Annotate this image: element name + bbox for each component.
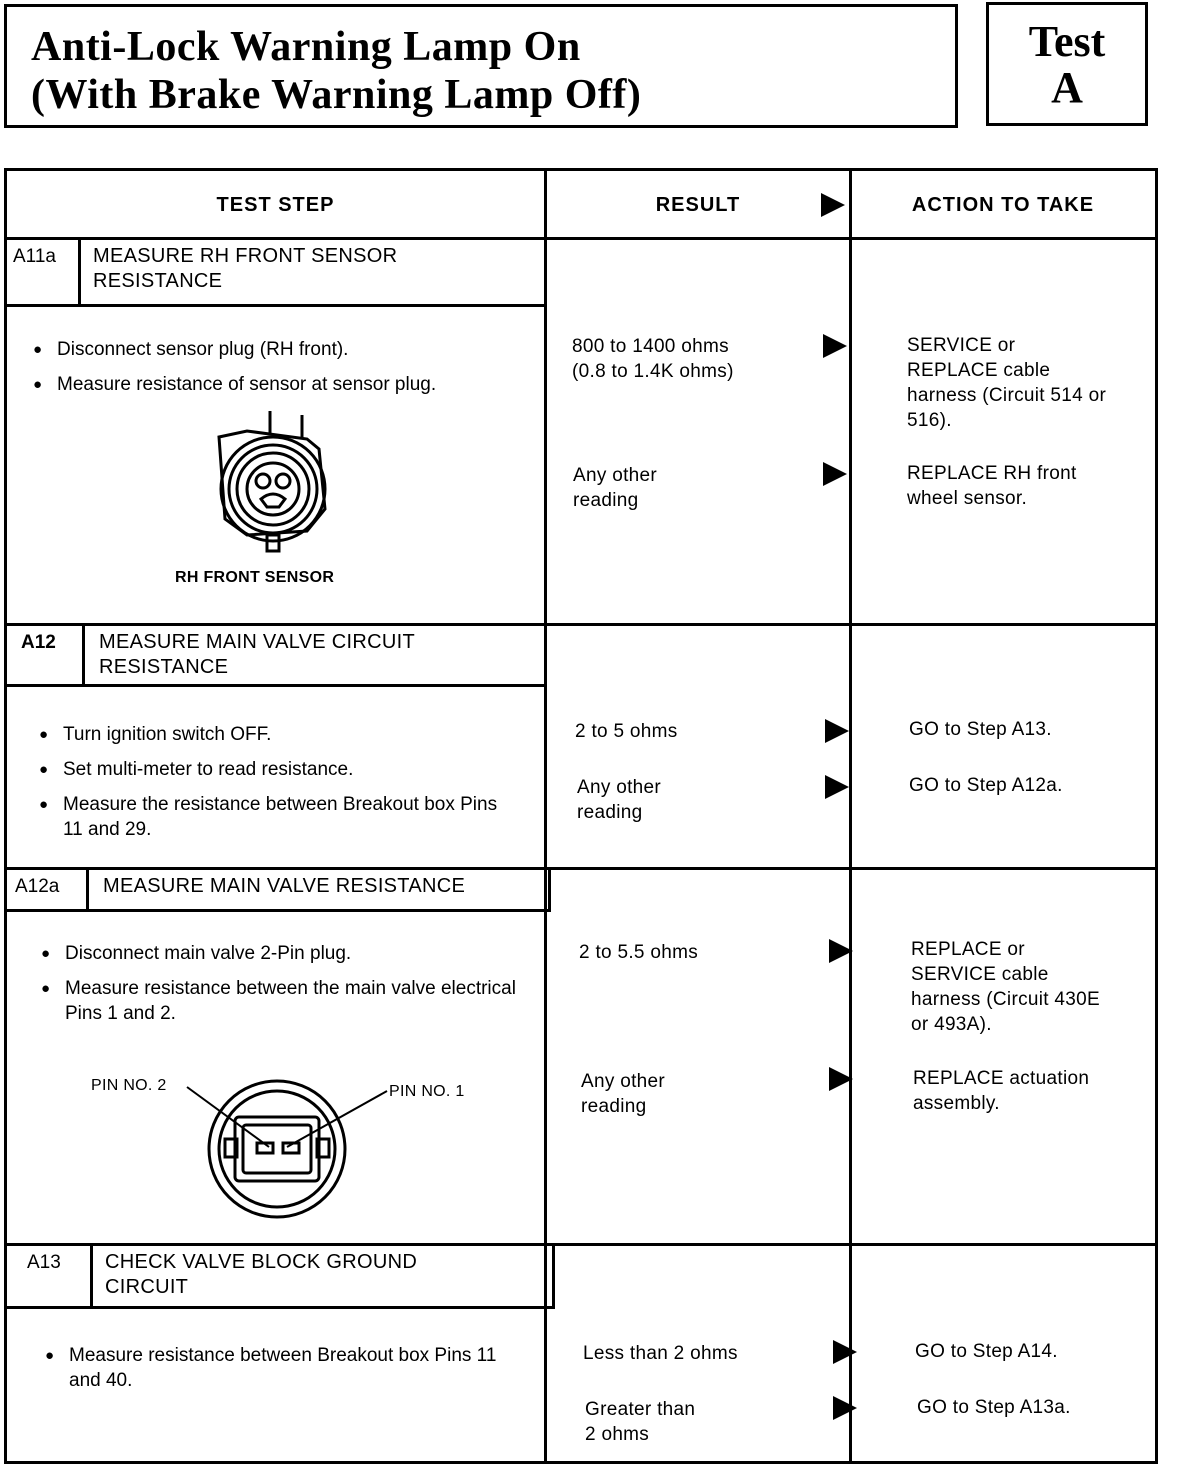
- action-a11a-2: REPLACE RH front wheel sensor.: [907, 463, 1077, 509]
- instruction-item: ● Measure resistance between the main valve electrical Pins 1 and 2.: [39, 976, 539, 1026]
- instruction-item: ● Measure the resistance between Breakout box Pins 11 and 29.: [37, 792, 517, 842]
- result-arrow-icon: [823, 334, 847, 358]
- result-arrow-icon: [825, 719, 849, 743]
- step-id: A11a: [7, 240, 81, 304]
- step-header-a13: [7, 1246, 555, 1309]
- step-title: MEASURE RH FRONT SENSOR RESISTANCE: [93, 245, 398, 292]
- test-badge-label: Test: [1028, 17, 1106, 66]
- result-a12a-2: Any other reading: [581, 1071, 666, 1117]
- result-arrow-icon: [829, 1067, 853, 1091]
- step-id: A13: [7, 1246, 93, 1306]
- test-badge-letter: A: [1051, 63, 1083, 112]
- header-arrow-icon: [821, 193, 845, 217]
- result-arrow-icon: [829, 939, 853, 963]
- step-header-a12: [7, 626, 547, 687]
- step-instructions-a11a: [31, 337, 531, 407]
- pin-1-label: PIN NO. 1: [389, 1083, 465, 1100]
- step-title: MEASURE MAIN VALVE RESISTANCE: [103, 875, 466, 897]
- test-table: [4, 168, 1158, 1464]
- result-a12-1: 2 to 5 ohms: [575, 721, 678, 742]
- action-a12a-2: REPLACE actuation assembly.: [913, 1068, 1090, 1114]
- result-arrow-icon: [833, 1396, 857, 1420]
- main-valve-plug-diagram: [177, 1071, 397, 1221]
- step-instructions-a12: [37, 722, 517, 852]
- step-title: CHECK VALVE BLOCK GROUND CIRCUIT: [105, 1251, 418, 1298]
- instruction-item: ● Measure resistance between Breakout box Pins 11 and 40.: [43, 1343, 533, 1393]
- title-box: [4, 4, 958, 128]
- title-line-1: Anti-Lock Warning Lamp On: [31, 24, 581, 70]
- action-a12-1: GO to Step A13.: [909, 719, 1052, 740]
- header-action: ACTION TO TAKE: [911, 193, 1095, 216]
- step-instructions-a12a: [39, 941, 539, 1036]
- result-a12-2: Any other reading: [577, 777, 662, 823]
- action-a12a-1: REPLACE or SERVICE cable harness (Circuit 430E or 493A).: [911, 939, 1100, 1035]
- instruction-item: ● Measure resistance of sensor at sensor plug.: [31, 372, 531, 397]
- result-a13-2: Greater than 2 ohms: [585, 1399, 696, 1445]
- action-a13-2: GO to Step A13a.: [917, 1397, 1071, 1418]
- result-arrow-icon: [823, 462, 847, 486]
- action-a12-2: GO to Step A12a.: [909, 775, 1063, 796]
- result-a13-1: Less than 2 ohms: [583, 1343, 738, 1364]
- action-a13-1: GO to Step A14.: [915, 1341, 1058, 1362]
- step-title: MEASURE MAIN VALVE CIRCUIT RESISTANCE: [99, 631, 415, 678]
- step-id: A12: [7, 626, 85, 684]
- test-badge: [986, 2, 1148, 126]
- header-result: RESULT: [655, 193, 741, 216]
- instruction-item: ● Disconnect main valve 2-Pin plug.: [39, 941, 539, 966]
- step-header-a11a: [7, 240, 547, 307]
- result-a12a-1: 2 to 5.5 ohms: [579, 942, 699, 963]
- step-id: A12a: [7, 870, 89, 909]
- header-test-step: TEST STEP: [216, 193, 335, 216]
- instruction-item: ● Set multi-meter to read resistance.: [37, 757, 517, 782]
- page-title: [31, 23, 641, 119]
- step-header-a12a: [7, 870, 551, 912]
- action-a11a-1: SERVICE or REPLACE cable harness (Circuit 514 or 516).: [907, 335, 1107, 431]
- step-instructions-a13: [43, 1343, 533, 1403]
- rh-front-sensor-diagram: [207, 409, 337, 559]
- figure-caption: RH FRONT SENSOR: [175, 569, 335, 586]
- instruction-item: ● Turn ignition switch OFF.: [37, 722, 517, 747]
- result-arrow-icon: [825, 775, 849, 799]
- instruction-item: ● Disconnect sensor plug (RH front).: [31, 337, 531, 362]
- pin-2-label: PIN NO. 2: [91, 1077, 167, 1094]
- title-line-2: (With Brake Warning Lamp Off): [31, 72, 642, 118]
- result-a11a-2: Any other reading: [573, 465, 658, 511]
- column-divider-2: [849, 171, 852, 1461]
- result-arrow-icon: [833, 1340, 857, 1364]
- result-a11a-1: 800 to 1400 ohms (0.8 to 1.4K ohms): [572, 336, 734, 382]
